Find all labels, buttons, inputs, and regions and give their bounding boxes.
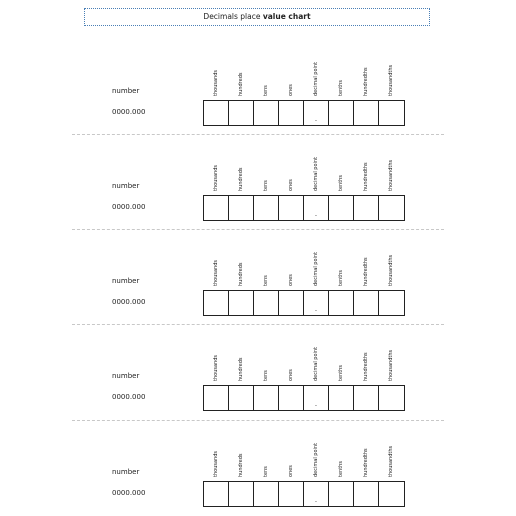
column-header-hundreds: hundreds [238, 453, 244, 477]
place-value-cell[interactable] [279, 482, 304, 506]
place-value-cell[interactable] [229, 482, 254, 506]
column-header-hundreds: hundreds [238, 167, 244, 191]
place-value-cell[interactable] [379, 386, 404, 410]
place-value-cell[interactable] [379, 101, 404, 125]
column-header-tenths: tenths [338, 80, 344, 96]
decimal-dot: . [314, 115, 318, 123]
place-value-cell[interactable] [304, 482, 329, 506]
column-header-ones: ones [288, 274, 294, 286]
column-header-tenths: tenths [338, 270, 344, 286]
column-header-hundredths: hundredths [363, 448, 369, 477]
number-label: number [112, 277, 140, 285]
number-label: number [112, 182, 140, 190]
column-header-ones: ones [288, 465, 294, 477]
place-value-cell[interactable] [229, 196, 254, 220]
column-header-hundreds: hundreds [238, 357, 244, 381]
decimal-dot: . [314, 305, 318, 313]
place-value-section [0, 419, 516, 514]
column-header-tens: tens [263, 180, 269, 191]
column-header-hundredths: hundredths [363, 257, 369, 286]
decimal-dot: . [314, 400, 318, 408]
number-label: number [112, 372, 140, 380]
column-header-decimal-point: decimal point [313, 442, 319, 477]
place-value-cell[interactable] [204, 196, 229, 220]
place-value-cell[interactable] [329, 101, 354, 125]
place-value-cell[interactable] [329, 482, 354, 506]
place-value-section [0, 38, 516, 133]
column-header-decimal-point: decimal point [313, 61, 319, 96]
column-header-thousands: thousands [213, 355, 219, 381]
column-header-tens: tens [263, 275, 269, 286]
place-value-cell[interactable] [304, 101, 329, 125]
place-value-cell[interactable] [254, 386, 279, 410]
place-value-section [0, 228, 516, 323]
column-header-tenths: tenths [338, 365, 344, 381]
section-divider [72, 420, 444, 421]
column-header-ones: ones [288, 84, 294, 96]
place-value-row [203, 290, 405, 316]
number-value: 0000.000 [112, 108, 146, 116]
number-value: 0000.000 [112, 203, 146, 211]
title-emphasis: value chart [262, 12, 311, 21]
place-value-cell[interactable] [379, 482, 404, 506]
column-header-tenths: tenths [338, 461, 344, 477]
place-value-cell[interactable] [329, 291, 354, 315]
place-value-row [203, 481, 405, 507]
number-value: 0000.000 [112, 298, 146, 306]
place-value-cell[interactable] [254, 482, 279, 506]
place-value-cell[interactable] [354, 101, 379, 125]
column-header-thousandths: thousandths [388, 349, 394, 381]
place-value-cell[interactable] [279, 291, 304, 315]
number-value: 0000.000 [112, 489, 146, 497]
decimal-dot: . [314, 496, 318, 504]
place-value-cell[interactable] [229, 291, 254, 315]
place-value-cell[interactable] [379, 291, 404, 315]
column-header-thousandths: thousandths [388, 159, 394, 191]
column-header-hundredths: hundredths [363, 67, 369, 96]
column-header-thousands: thousands [213, 451, 219, 477]
column-header-decimal-point: decimal point [313, 251, 319, 286]
number-value: 0000.000 [112, 393, 146, 401]
place-value-cell[interactable] [254, 196, 279, 220]
column-header-hundreds: hundreds [238, 262, 244, 286]
section-divider [72, 229, 444, 230]
column-header-tens: tens [263, 466, 269, 477]
place-value-cell[interactable] [379, 196, 404, 220]
place-value-cell[interactable] [229, 386, 254, 410]
column-header-thousands: thousands [213, 165, 219, 191]
place-value-cell[interactable] [229, 101, 254, 125]
place-value-cell[interactable] [254, 101, 279, 125]
column-header-tenths: tenths [338, 175, 344, 191]
place-value-cell[interactable] [204, 291, 229, 315]
section-divider [72, 324, 444, 325]
place-value-row [203, 100, 405, 126]
column-header-decimal-point: decimal point [313, 156, 319, 191]
place-value-cell[interactable] [254, 291, 279, 315]
place-value-cell[interactable] [279, 101, 304, 125]
place-value-cell[interactable] [329, 196, 354, 220]
column-header-hundredths: hundredths [363, 352, 369, 381]
column-header-hundreds: hundreds [238, 72, 244, 96]
number-label: number [112, 468, 140, 476]
place-value-cell[interactable] [279, 386, 304, 410]
number-label: number [112, 87, 140, 95]
place-value-section [0, 323, 516, 418]
place-value-cell[interactable] [329, 386, 354, 410]
column-header-thousandths: thousandths [388, 254, 394, 286]
column-header-ones: ones [288, 179, 294, 191]
place-value-cell[interactable] [354, 291, 379, 315]
place-value-cell[interactable] [204, 386, 229, 410]
place-value-cell[interactable] [304, 196, 329, 220]
column-header-thousands: thousands [213, 260, 219, 286]
title-prefix: Decimals place [203, 12, 263, 21]
place-value-section [0, 133, 516, 228]
place-value-cell[interactable] [304, 386, 329, 410]
column-header-tens: tens [263, 85, 269, 96]
place-value-cell[interactable] [354, 196, 379, 220]
place-value-cell[interactable] [204, 101, 229, 125]
place-value-cell[interactable] [304, 291, 329, 315]
place-value-row [203, 385, 405, 411]
column-header-hundredths: hundredths [363, 162, 369, 191]
chart-title [84, 8, 430, 26]
column-header-thousandths: thousandths [388, 64, 394, 96]
place-value-cell[interactable] [279, 196, 304, 220]
place-value-cell[interactable] [354, 482, 379, 506]
column-header-thousands: thousands [213, 70, 219, 96]
column-header-tens: tens [263, 370, 269, 381]
place-value-cell[interactable] [354, 386, 379, 410]
decimal-dot: . [314, 210, 318, 218]
place-value-cell[interactable] [204, 482, 229, 506]
place-value-row [203, 195, 405, 221]
column-header-decimal-point: decimal point [313, 346, 319, 381]
column-header-thousandths: thousandths [388, 445, 394, 477]
column-header-ones: ones [288, 369, 294, 381]
section-divider [72, 134, 444, 135]
